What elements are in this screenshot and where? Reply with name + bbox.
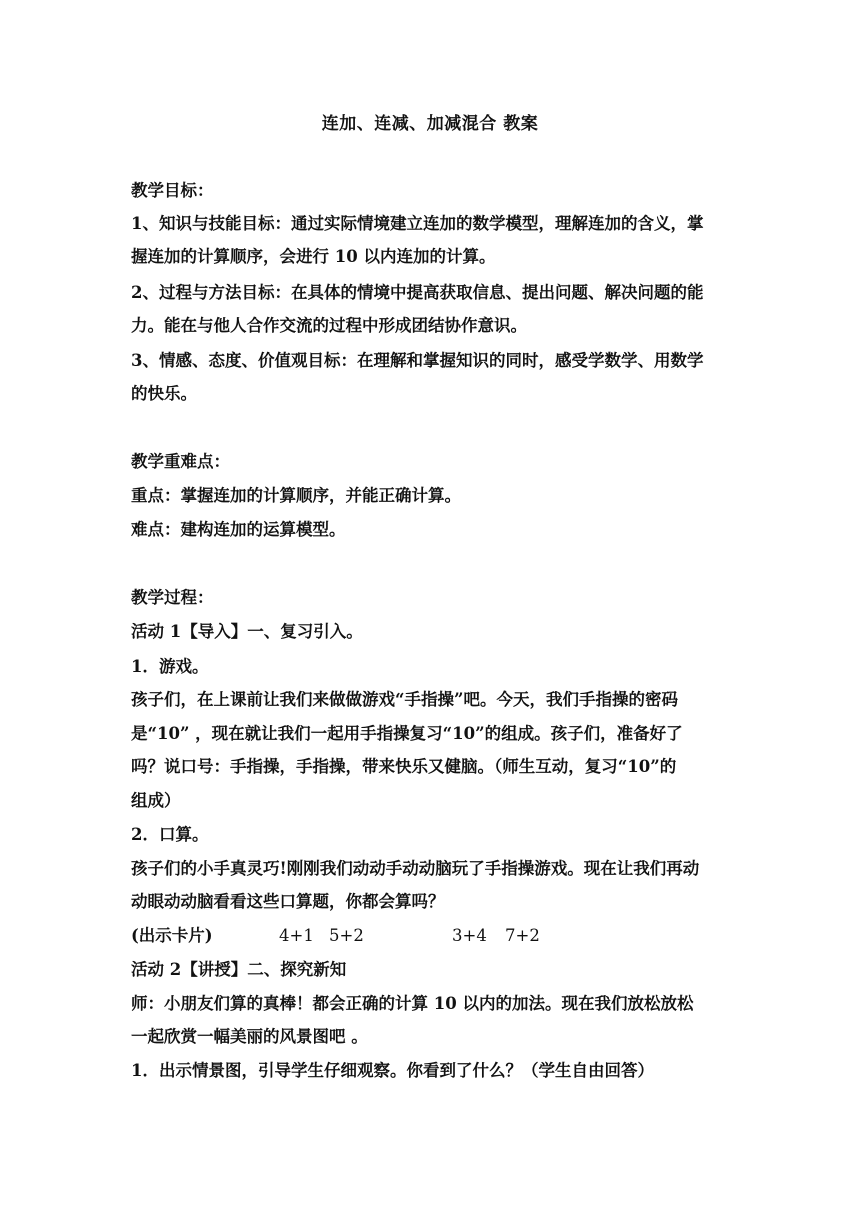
card-expression: 5+2 [329, 926, 364, 945]
game-text-line-3: 吗？说口号：手指操，手指操，带来快乐又健脑。（师生互动，复习“10”的 [131, 757, 677, 776]
step-1-text: 1．出示情景图，引导学生仔细观察。你看到了什么？（学生自由回答） [131, 1061, 654, 1080]
process-heading: 教学过程： [131, 588, 214, 607]
objective-3-line-1: 3、情感、态度、价值观目标：在理解和掌握知识的同时，感受学数学、用数学 [131, 351, 704, 370]
keypoints-heading: 教学重难点： [131, 452, 230, 471]
cards-row [131, 925, 735, 947]
game-text-line-2: 是“10” ，现在就让我们一起用手指操复习“10”的组成。孩子们，准备好了 [131, 724, 683, 743]
card-expression: 7+2 [505, 926, 540, 945]
oral-title: 2．口算。 [131, 825, 209, 844]
cards-label: (出示卡片) [131, 926, 213, 945]
teach-text-line-1: 师：小朋友们算的真棒！都会正确的计算 10 以内的加法。现在我们放松放松 [131, 994, 694, 1013]
objectives-heading: 教学目标： [131, 181, 214, 200]
card-expression: 3+4 [452, 926, 487, 945]
objective-1-line-1: 1、知识与技能目标：通过实际情境建立连加的数学模型，理解连加的含义，掌 [131, 214, 704, 233]
objective-2-line-1: 2、过程与方法目标：在具体的情境中提高获取信息、提出问题、解决问题的能 [131, 283, 704, 302]
objective-2-line-2: 力。能在与他人合作交流的过程中形成团结协作意识。 [131, 316, 527, 335]
game-text-line-4: 组成） [131, 791, 181, 810]
key-point: 重点：掌握连加的计算顺序，并能正确计算。 [131, 486, 461, 505]
game-text-line-1: 孩子们，在上课前让我们来做做游戏“手指操”吧。今天，我们手指操的密码 [131, 690, 678, 709]
activity-2-heading: 活动 2【讲授】二、探究新知 [131, 960, 347, 979]
teach-text-line-2: 一起欣赏一幅美丽的风景图吧 。 [131, 1027, 368, 1046]
objective-3-line-2: 的快乐。 [131, 384, 197, 403]
game-title: 1．游戏。 [131, 657, 209, 676]
oral-text-line-1: 孩子们的小手真灵巧!刚刚我们动动手动动脑玩了手指操游戏。现在让我们再动 [131, 859, 700, 878]
difficulty-point: 难点：建构连加的运算模型。 [131, 520, 346, 539]
activity-1-heading: 活动 1【导入】一、复习引入。 [131, 622, 363, 641]
document-title: 连加、连减、加减混合 教案 [321, 114, 539, 134]
objective-1-line-2: 握连加的计算顺序，会进行 10 以内连加的计算。 [131, 247, 496, 266]
oral-text-line-2: 动眼动动脑看看这些口算题，你都会算吗？ [131, 892, 445, 911]
card-expression: 4+1 [279, 926, 314, 945]
